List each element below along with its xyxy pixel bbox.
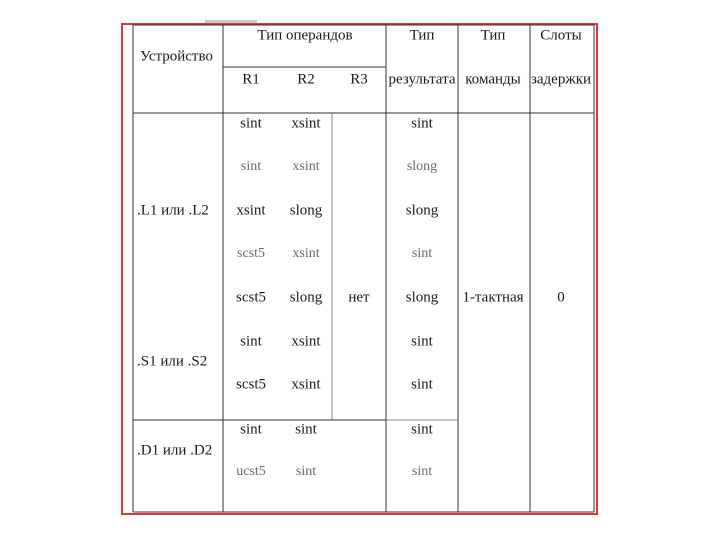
row9-r1: ucst5 xyxy=(236,464,266,479)
row2-res: slong xyxy=(406,159,438,174)
header-result-type-2: результата xyxy=(388,71,456,88)
device-s: .S1 или .S2 xyxy=(137,353,208,370)
row9-res: sint xyxy=(411,464,433,479)
row1-res: sint xyxy=(411,115,433,132)
cmd-value: 1-тактная xyxy=(462,289,524,306)
row8-r1: sint xyxy=(240,421,262,438)
header-cmd-type-1: Тип xyxy=(480,27,506,44)
header-r1: R1 xyxy=(242,71,260,88)
row3-r2: slong xyxy=(289,202,323,219)
row3-r1: xsint xyxy=(236,202,266,219)
delay-value: 0 xyxy=(557,289,565,306)
row4-r2: xsint xyxy=(292,246,320,261)
row8-res: sint xyxy=(411,421,433,438)
row6-res: sint xyxy=(411,333,433,350)
header-cmd-type-2: команды xyxy=(465,71,521,88)
r3-value: нет xyxy=(348,289,370,306)
device-l: .L1 или .L2 xyxy=(137,202,209,219)
header-delay-1: Слоты xyxy=(540,27,582,44)
row7-res: sint xyxy=(411,376,433,393)
row7-r2: xsint xyxy=(291,376,321,393)
row5-r2: slong xyxy=(289,289,323,306)
row1-r2: xsint xyxy=(291,115,321,132)
row6-r1: sint xyxy=(240,333,262,350)
row5-r1: scst5 xyxy=(236,289,266,306)
header-r3: R3 xyxy=(350,71,368,88)
row2-r1: sint xyxy=(240,159,262,174)
row9-r2: sint xyxy=(295,464,317,479)
row4-res: sint xyxy=(411,246,433,261)
row5-res: slong xyxy=(405,289,439,306)
device-d: .D1 или .D2 xyxy=(137,442,213,459)
row3-res: slong xyxy=(405,202,439,219)
header-device: Устройство xyxy=(140,48,213,65)
row2-r2: xsint xyxy=(292,159,320,174)
header-operand-types: Тип операндов xyxy=(257,27,353,44)
row8-r2: sint xyxy=(295,421,317,438)
row6-r2: xsint xyxy=(291,333,321,350)
row1-r1: sint xyxy=(240,115,262,132)
row4-r1: scst5 xyxy=(237,246,265,261)
header-delay-2: задержки xyxy=(530,71,592,88)
header-r2: R2 xyxy=(297,71,315,88)
header-result-type-1: Тип xyxy=(409,27,435,44)
row7-r1: scst5 xyxy=(236,376,266,393)
